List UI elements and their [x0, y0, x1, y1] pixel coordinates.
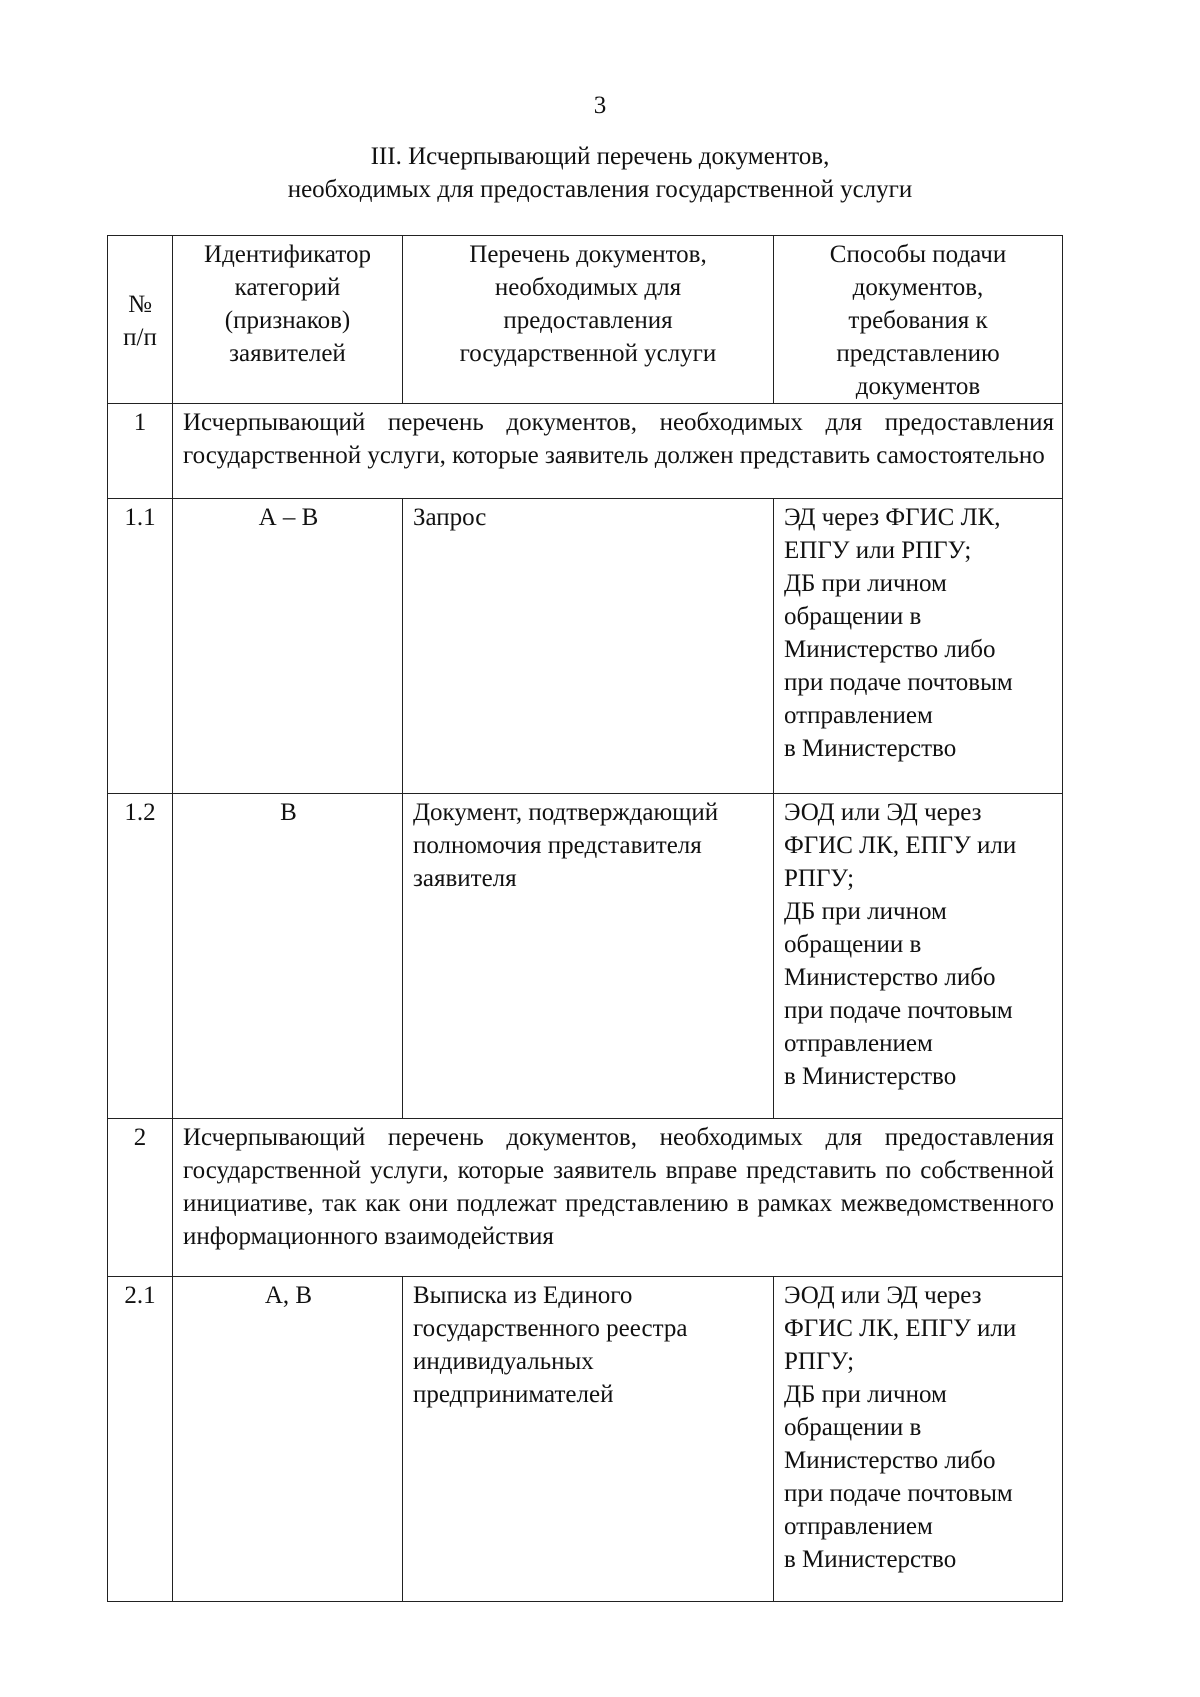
document-name: [403, 1277, 774, 1602]
submission-methods: [774, 1277, 1063, 1602]
header-documents: [403, 236, 774, 404]
method-line: ЭД через ФГИС ЛК,: [784, 504, 1001, 531]
page-number: 3: [593, 92, 607, 119]
header-methods: [774, 236, 1063, 404]
table-row: [108, 794, 1063, 1119]
method-line: ДБ при личном: [784, 1381, 947, 1408]
table-row-section-2: [108, 1119, 1063, 1277]
method-line: Министерство либо: [784, 964, 996, 991]
document-line: полномочия представителя: [413, 832, 702, 859]
heading-line-2: необходимых для предоставления государственной услуги: [287, 176, 913, 203]
applicant-identifier: В: [173, 794, 403, 1119]
table-row: [108, 1277, 1063, 1602]
section-description: Исчерпывающий перечень документов, необходимых для предоставления государственной услуги, которые заявитель вправе представить по собственной инициативе, так как они подлежат представлению в рамках межведомственного информационного взаимодействия: [173, 1119, 1063, 1277]
section-description: Исчерпывающий перечень документов, необходимых для предоставления государственной услуги, которые заявитель должен представить самостоятельно: [173, 404, 1063, 499]
submission-methods: [774, 794, 1063, 1119]
method-line: РПГУ;: [784, 865, 855, 892]
method-line: ФГИС ЛК, ЕПГУ или: [784, 832, 1017, 859]
method-line: в Министерство: [784, 1546, 957, 1573]
method-line: отправлением: [784, 1513, 933, 1540]
method-line: обращении в: [784, 1414, 922, 1441]
header-line: Идентификатор: [204, 241, 371, 268]
documents-table: [107, 235, 1063, 1602]
header-line: необходимых для: [494, 274, 682, 301]
header-line: категорий: [234, 274, 341, 301]
method-line: ФГИС ЛК, ЕПГУ или: [784, 1315, 1017, 1342]
submission-methods: [774, 499, 1063, 794]
document-line: государственного реестра: [413, 1315, 688, 1342]
heading-line-1: III. Исчерпывающий перечень документов,: [370, 143, 830, 170]
header-line: (признаков): [224, 307, 351, 334]
document-name: Запрос: [403, 499, 774, 794]
applicant-identifier: А, В: [173, 1277, 403, 1602]
method-line: в Министерство: [784, 735, 957, 762]
method-line: обращении в: [784, 603, 922, 630]
header-line: требования к: [848, 307, 988, 334]
row-number: 1.1: [108, 499, 173, 794]
row-number: 1: [108, 404, 173, 499]
document-line: предпринимателей: [413, 1381, 614, 1408]
header-line: Перечень документов,: [469, 241, 707, 268]
header-line: документов,: [852, 274, 984, 301]
applicant-identifier: А – В: [173, 499, 403, 794]
table-row-section-1: [108, 404, 1063, 499]
section-heading: [0, 140, 1200, 206]
method-line: ЕПГУ или РПГУ;: [784, 537, 972, 564]
header-line: Способы подачи: [829, 241, 1007, 268]
method-line: Министерство либо: [784, 1447, 996, 1474]
header-line: предоставления: [503, 307, 673, 334]
header-number-line: п/п: [123, 323, 157, 351]
document-name: [403, 794, 774, 1119]
method-line: обращении в: [784, 931, 922, 958]
method-line: при подаче почтовым: [784, 1480, 1013, 1507]
header-line: заявителей: [229, 340, 346, 367]
document-line: Документ, подтверждающий: [413, 799, 719, 826]
method-line: отправлением: [784, 702, 933, 729]
row-number: 1.2: [108, 794, 173, 1119]
header-line: государственной услуги: [459, 340, 717, 367]
method-line: при подаче почтовым: [784, 669, 1013, 696]
document-line: индивидуальных: [413, 1348, 594, 1375]
method-line: ЭОД или ЭД через: [784, 1282, 982, 1309]
method-line: отправлением: [784, 1030, 933, 1057]
method-line: при подаче почтовым: [784, 997, 1013, 1024]
table-row: [108, 499, 1063, 794]
header-identifier: [173, 236, 403, 404]
document-line: заявителя: [413, 865, 517, 892]
table-header-row: [108, 236, 1063, 404]
method-line: ДБ при личном: [784, 898, 947, 925]
header-number: [108, 236, 173, 404]
method-line: ЭОД или ЭД через: [784, 799, 982, 826]
method-line: ДБ при личном: [784, 570, 947, 597]
method-line: Министерство либо: [784, 636, 996, 663]
document-line: Выписка из Единого: [413, 1282, 633, 1309]
header-line: представлению: [836, 340, 1000, 367]
row-number: 2: [108, 1119, 173, 1277]
method-line: в Министерство: [784, 1063, 957, 1090]
header-line: документов: [855, 373, 981, 400]
header-number-line: №: [128, 290, 152, 318]
row-number: 2.1: [108, 1277, 173, 1602]
method-line: РПГУ;: [784, 1348, 855, 1375]
